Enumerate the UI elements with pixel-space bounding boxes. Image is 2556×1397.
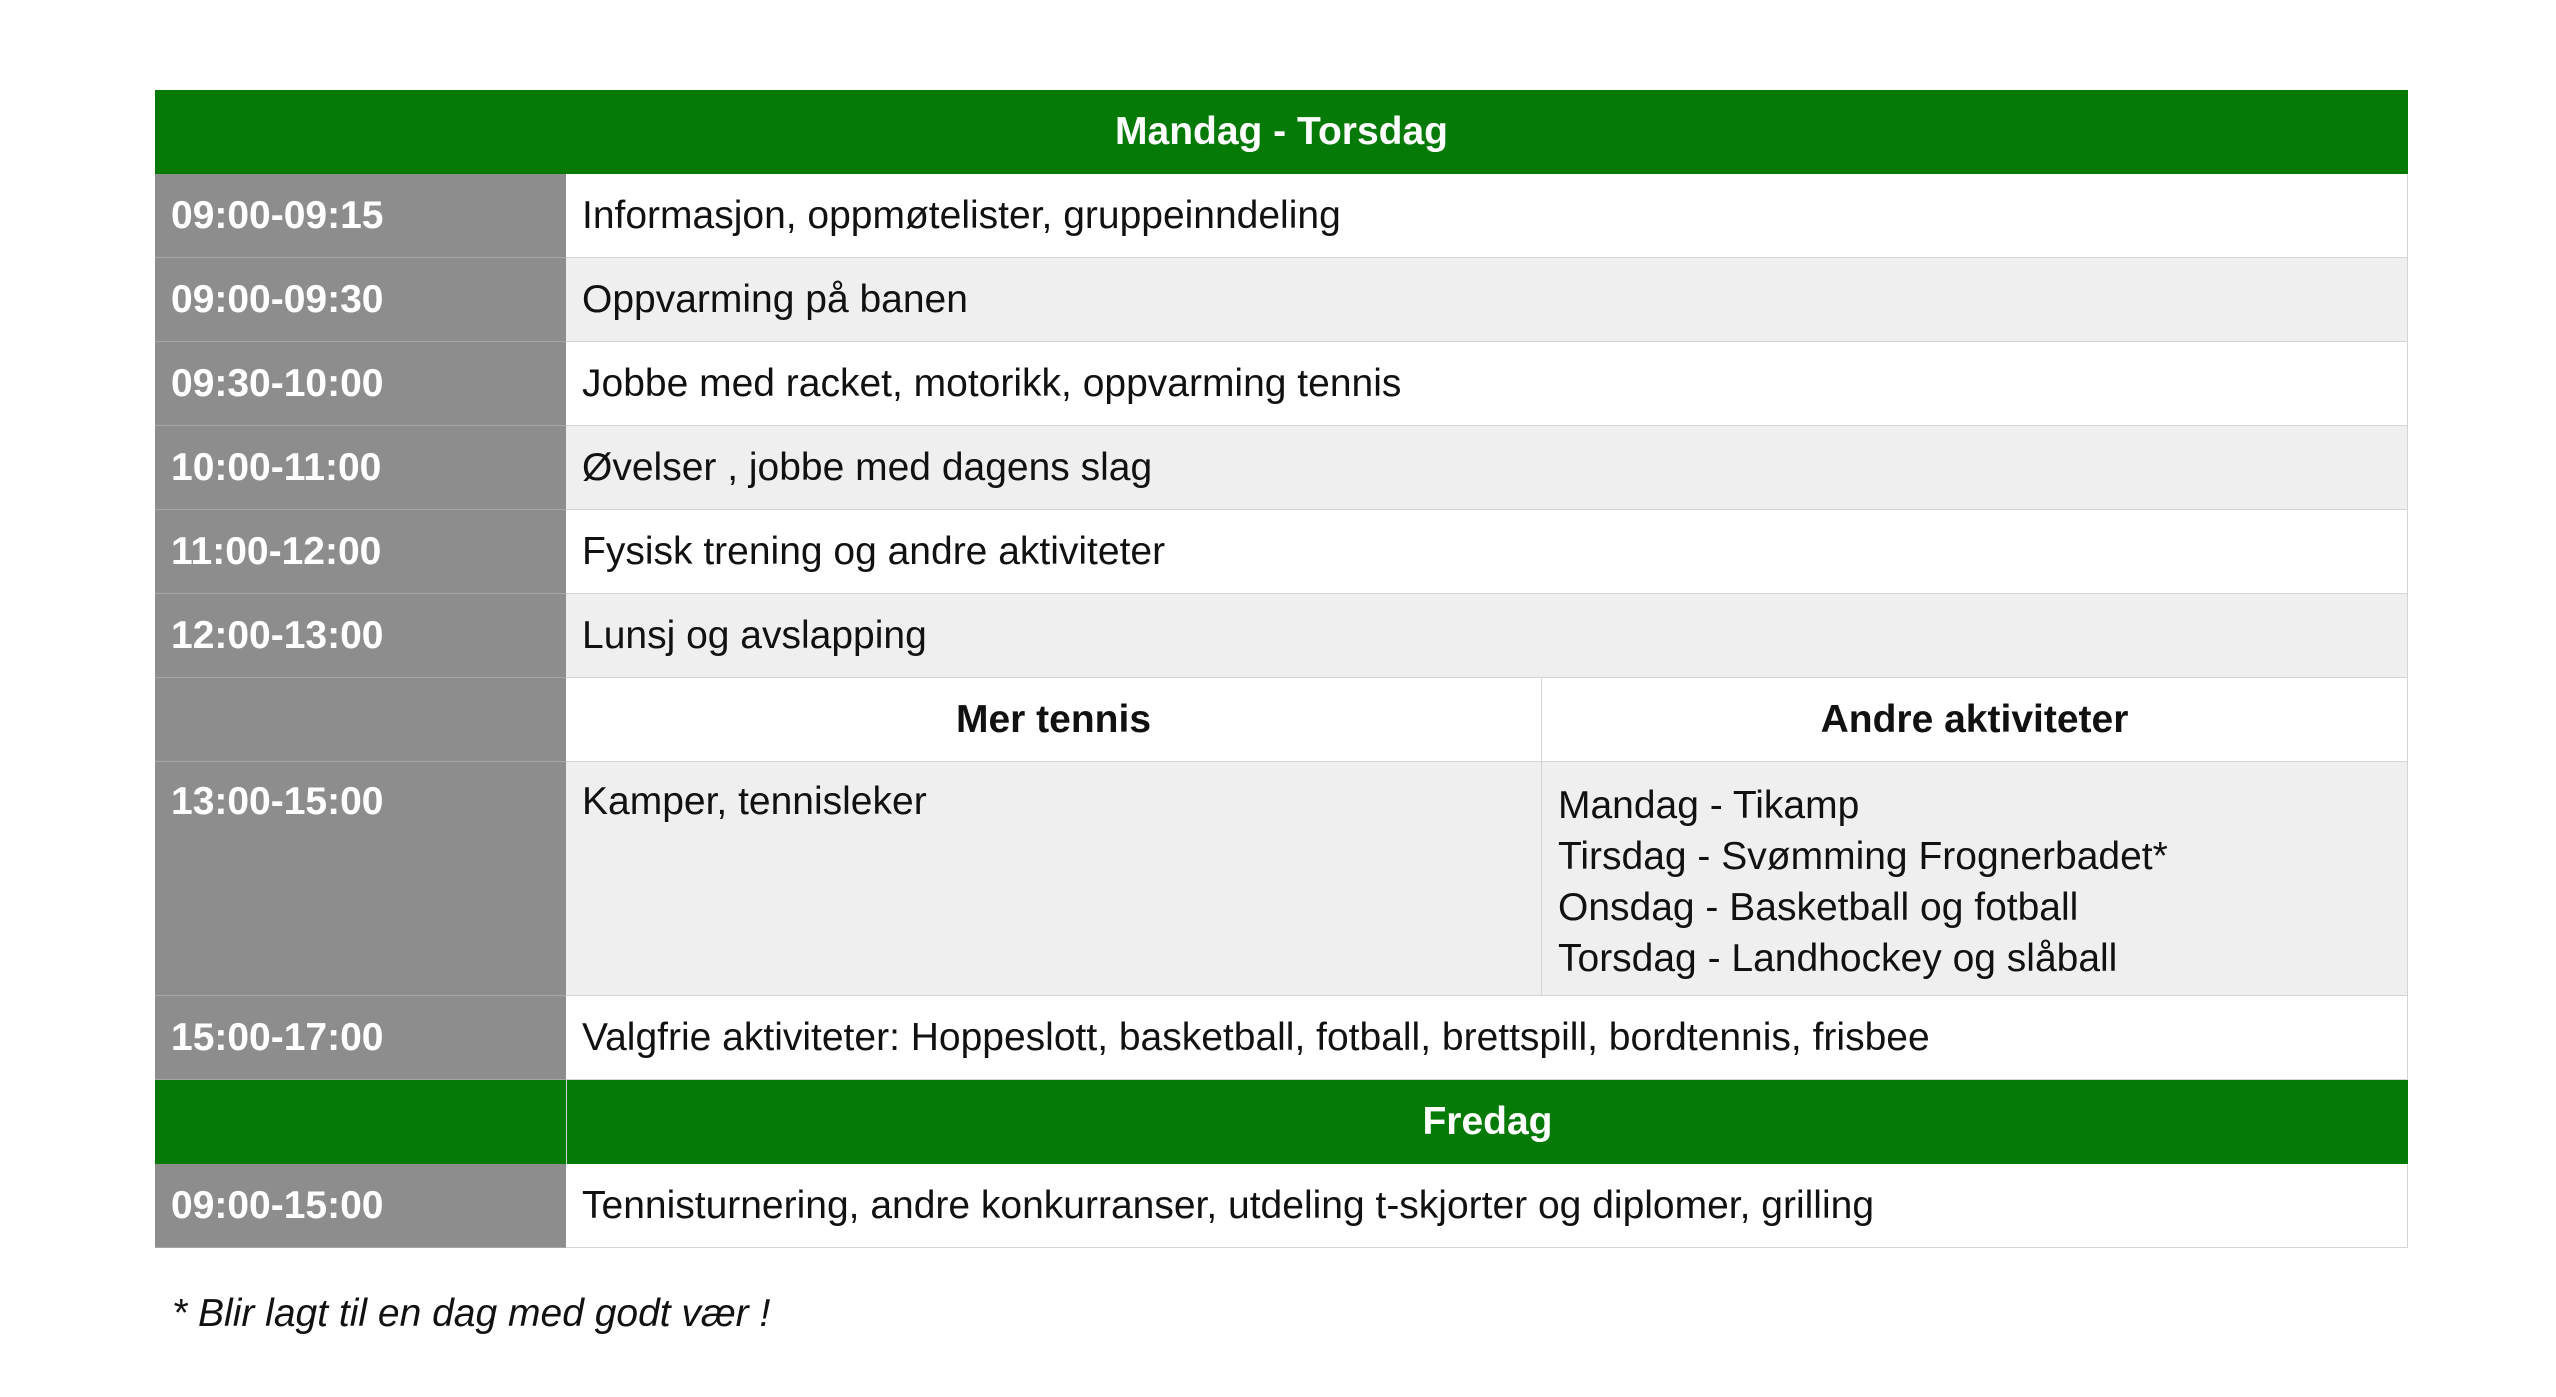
activity-cell: Informasjon, oppmøtelister, gruppeinndeling	[566, 174, 2408, 258]
time-cell-empty	[155, 678, 566, 762]
time-cell: 09:00-09:15	[155, 174, 566, 258]
andre-aktiviteter-cell	[1542, 762, 2408, 996]
activity-cell: Jobbe med racket, motorikk, oppvarming tennis	[566, 342, 2408, 426]
activity-cell: Fysisk trening og andre aktiviteter	[566, 510, 2408, 594]
activity-line: Mandag - Tikamp	[1558, 784, 1860, 827]
activity-line: Tirsdag - Svømming Frognerbadet*	[1558, 835, 2168, 878]
time-cell: 09:00-15:00	[155, 1164, 566, 1248]
activity-cell: Oppvarming på banen	[566, 258, 2408, 342]
activity-cell: Øvelser , jobbe med dagens slag	[566, 426, 2408, 510]
header-mandag-torsdag: Mandag - Torsdag	[155, 90, 2408, 174]
header-mer-tennis: Mer tennis	[566, 678, 1542, 762]
activity-line: Onsdag - Basketball og fotball	[1558, 886, 2079, 929]
activity-cell: Tennisturnering, andre konkurranser, utdeling t-skjorter og diplomer, grilling	[566, 1164, 2408, 1248]
time-cell: 12:00-13:00	[155, 594, 566, 678]
friday-header-spacer	[155, 1080, 566, 1164]
header-fredag: Fredag	[566, 1080, 2408, 1164]
activity-cell: Lunsj og avslapping	[566, 594, 2408, 678]
time-cell: 13:00-15:00	[155, 762, 566, 996]
activity-cell: Valgfrie aktiviteter: Hoppeslott, basketball, fotball, brettspill, bordtennis, frisbee	[566, 996, 2408, 1080]
time-cell: 11:00-12:00	[155, 510, 566, 594]
time-cell: 09:30-10:00	[155, 342, 566, 426]
activity-lines	[1558, 780, 2168, 984]
header-andre-aktiviteter: Andre aktiviteter	[1542, 678, 2408, 762]
mer-tennis-cell: Kamper, tennisleker	[566, 762, 1542, 996]
time-cell: 09:00-09:30	[155, 258, 566, 342]
time-cell: 15:00-17:00	[155, 996, 566, 1080]
time-cell: 10:00-11:00	[155, 426, 566, 510]
footnote: * Blir lagt til en dag med godt vær !	[172, 1292, 771, 1335]
activity-line: Torsdag - Landhockey og slåball	[1558, 937, 2118, 980]
schedule-table	[155, 90, 2408, 1248]
